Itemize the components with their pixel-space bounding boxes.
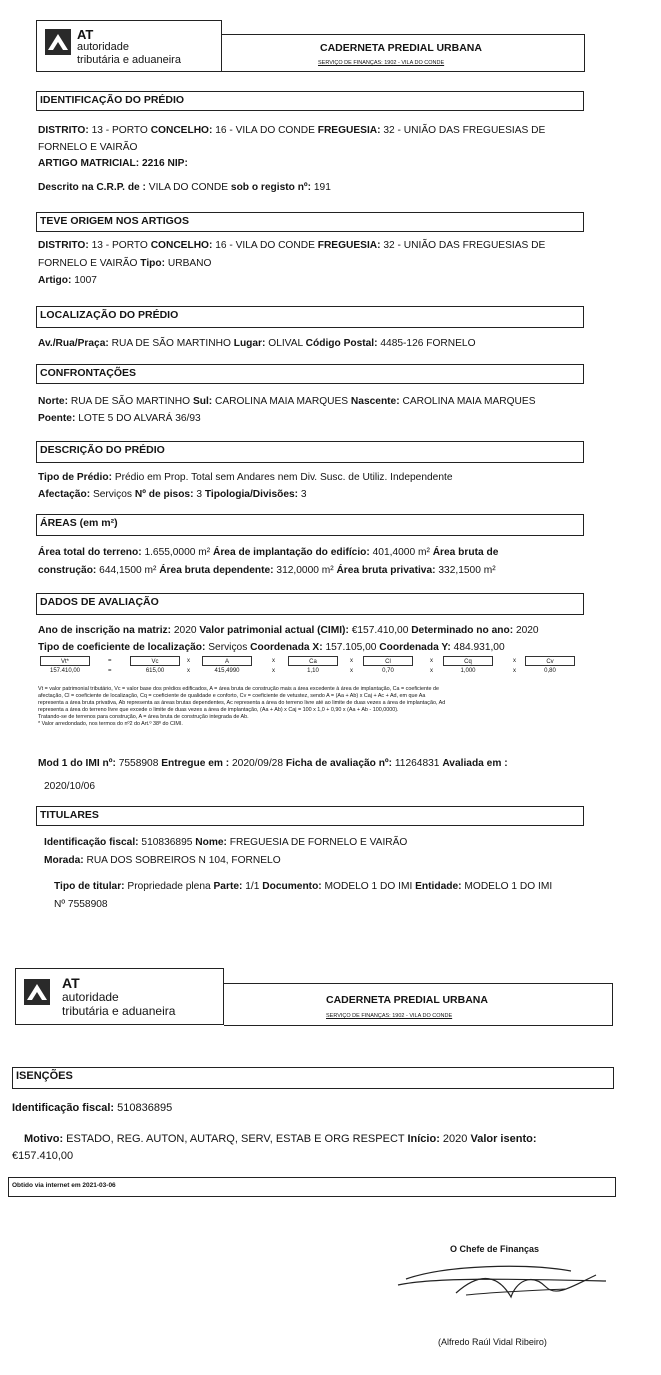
at-logo-icon-2 bbox=[24, 979, 50, 1005]
section-avaliacao: DADOS DE AVALIAÇÃO bbox=[36, 593, 584, 615]
logo-line2-2: tributária e aduaneira bbox=[62, 1004, 176, 1018]
formula-legend-2: afectação, Cl = coeficiente de localização, Cq = coeficiente de qualidade e conforto, Cv = coeficiente de vetustez, sendo A = (Aa + Ab) x Caj + Ac + Ad, em que Aa bbox=[38, 693, 426, 699]
formula-header-vc: Vc bbox=[130, 656, 180, 666]
at-logo-box bbox=[36, 20, 222, 72]
formula-op-x5: x bbox=[513, 658, 516, 664]
formula-value-ca: 1,10 bbox=[307, 668, 319, 674]
avaliacao-line2: Tipo de coeficiente de localização: Serviços Coordenada X: 157.105,00 Coordenada Y: 484.931,00 bbox=[38, 642, 505, 653]
section-isencoes: ISENÇÕES bbox=[12, 1067, 614, 1089]
formula-legend-3: representa a área bruta privativa, Ab representa as áreas brutas dependentes, Ac representa a área do terreno livre até ao limite de duas vezes a área de implantação, Ad bbox=[38, 700, 446, 706]
signature-icon bbox=[396, 1257, 616, 1307]
logo-at-2: AT bbox=[62, 975, 80, 991]
formula-value-cv: 0,80 bbox=[544, 668, 556, 674]
localizacao-line: Av./Rua/Praça: RUA DE SÃO MARTINHO Lugar: OLIVAL Código Postal: 4485-126 FORNELO bbox=[38, 338, 476, 349]
titulares-morada: Morada: RUA DOS SOBREIROS N 104, FORNELO bbox=[44, 855, 281, 866]
areas-line2: construção: 644,1500 m² Área bruta dependente: 312,0000 m² Área bruta privativa: 332,1500 m² bbox=[38, 565, 496, 576]
formula-header-cl: Cl bbox=[363, 656, 413, 666]
artigo-matricial: ARTIGO MATRICIAL: 2216 NIP: bbox=[38, 158, 188, 169]
at-logo-icon bbox=[45, 29, 71, 55]
obtido-line: Obtido via internet em 2021-03-06 bbox=[12, 1182, 116, 1189]
formula-value-a: 415,4990 bbox=[214, 668, 240, 674]
section-origem: TEVE ORIGEM NOS ARTIGOS bbox=[36, 212, 584, 232]
avaliada-date: 2020/10/06 bbox=[44, 781, 95, 792]
confrontacoes-line2: Poente: LOTE 5 DO ALVARÁ 36/93 bbox=[38, 413, 201, 424]
chefe-nome: (Alfredo Raúl Vidal Ribeiro) bbox=[438, 1337, 547, 1347]
chefe-financas: O Chefe de Finanças bbox=[450, 1244, 540, 1254]
formula-op-x4-val: x bbox=[430, 668, 433, 674]
titulares-tipo: Tipo de titular: Propriedade plena Parte: 1/1 Documento: MODELO 1 DO IMI Entidade: MODELO 1 DO IMI bbox=[54, 881, 553, 892]
origem-artigo: Artigo: 1007 bbox=[38, 275, 97, 286]
formula-header-vt: Vt* bbox=[40, 656, 90, 666]
avaliacao-line1: Ano de inscrição na matriz: 2020 Valor patrimonial actual (CIMI): €157.410,00 Determinado no ano: 2020 bbox=[38, 625, 539, 636]
mod-imi-line: Mod 1 do IMI nº: 7558908 Entregue em : 2020/09/28 Ficha de avaliação nº: 11264831 Avaliada em : bbox=[38, 758, 508, 769]
formula-op-x4: x bbox=[430, 658, 433, 664]
formula-header-a: A bbox=[202, 656, 252, 666]
formula-op-eq: = bbox=[108, 658, 112, 664]
formula-op-x5-val: x bbox=[513, 668, 516, 674]
section-descricao: DESCRIÇÃO DO PRÉDIO bbox=[36, 441, 584, 463]
section-confrontacoes: CONFRONTAÇÕES bbox=[36, 364, 584, 384]
section-areas: ÁREAS (em m²) bbox=[36, 514, 584, 536]
formula-op-eq-val: = bbox=[108, 668, 112, 674]
section-identificacao: IDENTIFICAÇÃO DO PRÉDIO bbox=[36, 91, 584, 111]
formula-value-vc: 615,00 bbox=[145, 668, 165, 674]
formula-op-x1-val: x bbox=[187, 668, 190, 674]
service-label: SERVIÇO DE FINANÇAS: 1902 - VILA DO CONDE bbox=[318, 60, 445, 66]
formula-op-x3: x bbox=[350, 658, 353, 664]
descricao-tipo: Tipo de Prédio: Prédio em Prop. Total sem Andares nem Div. Susc. de Utiliz. Independente bbox=[38, 472, 453, 483]
formula-legend-5: Tratando-se de terrenos para construção, A = área bruta de construção integrada de Ab. bbox=[38, 714, 249, 720]
titulares-entidade-numero: Nº 7558908 bbox=[54, 899, 108, 910]
formula-value-vt: 157.410,00 bbox=[49, 668, 81, 674]
isencoes-valor: €157.410,00 bbox=[12, 1150, 74, 1162]
formula-value-cq: 1,000 bbox=[460, 668, 476, 674]
isencoes-motivo: Motivo: ESTADO, REG. AUTON, AUTARQ, SERV, ESTAB E ORG RESPECT Início: 2020 Valor isento: bbox=[24, 1133, 537, 1145]
logo-line2: tributária e aduaneira bbox=[77, 54, 181, 66]
formula-legend-4: representa a área do terreno livre que excede o limite de duas vezes a área de implantação, (Aa + Ab) x Caj = 100 x 1,0 + 0,90 x (Aa + Ab - 100,0000). bbox=[38, 707, 399, 713]
formula-header-cv: Cv bbox=[525, 656, 575, 666]
titulares-nif-nome: Identificação fiscal: 510836895 Nome: FREGUESIA DE FORNELO E VAIRÃO bbox=[44, 837, 408, 848]
service-label-2: SERVIÇO DE FINANÇAS: 1902 - VILA DO CONDE bbox=[326, 1013, 453, 1019]
section-titulares: TITULARES bbox=[36, 806, 584, 826]
isencoes-nif: Identificação fiscal: 510836895 bbox=[12, 1102, 173, 1114]
identificacao-line1: DISTRITO: 13 - PORTO CONCELHO: 16 - VILA DO CONDE FREGUESIA: 32 - UNIÃO DAS FREGUESIAS DE bbox=[38, 125, 546, 136]
logo-at: AT bbox=[77, 27, 94, 42]
logo-line1: autoridade bbox=[77, 41, 129, 53]
origem-line1: DISTRITO: 13 - PORTO CONCELHO: 16 - VILA DO CONDE FREGUESIA: 32 - UNIÃO DAS FREGUESIAS DE bbox=[38, 240, 546, 251]
identificacao-line2: FORNELO E VAIRÃO bbox=[38, 142, 138, 153]
document-title: CADERNETA PREDIAL URBANA bbox=[320, 42, 482, 54]
at-logo-box-2 bbox=[15, 968, 224, 1025]
formula-legend-1: Vt = valor patrimonial tributário, Vc = valor base dos prédios edificados, A = área bruta de construção mais a área excedente à área de implantação, Ca = coeficiente de bbox=[38, 686, 439, 692]
formula-legend-6: * Valor arredondado, nos termos do nº2 do Art.º 38º do CIMI. bbox=[38, 721, 183, 727]
formula-op-x2-val: x bbox=[272, 668, 275, 674]
formula-header-ca: Ca bbox=[288, 656, 338, 666]
formula-header-cq: Cq bbox=[443, 656, 493, 666]
origem-line2: FORNELO E VAIRÃO Tipo: URBANO bbox=[38, 258, 212, 269]
areas-line1: Área total do terreno: 1.655,0000 m² Área de implantação do edifício: 401,4000 m² Área bruta de bbox=[38, 547, 499, 558]
document-title-2: CADERNETA PREDIAL URBANA bbox=[326, 994, 488, 1006]
confrontacoes-line1: Norte: RUA DE SÃO MARTINHO Sul: CAROLINA MAIA MARQUES Nascente: CAROLINA MAIA MARQUES bbox=[38, 396, 536, 407]
formula-op-x2: x bbox=[272, 658, 275, 664]
formula-value-cl: 0,70 bbox=[382, 668, 394, 674]
formula-op-x3-val: x bbox=[350, 668, 353, 674]
section-localizacao: LOCALIZAÇÃO DO PRÉDIO bbox=[36, 306, 584, 328]
logo-line1-2: autoridade bbox=[62, 990, 119, 1004]
formula-op-x1: x bbox=[187, 658, 190, 664]
crp-registo: Descrito na C.R.P. de : VILA DO CONDE sob o registo nº: 191 bbox=[38, 182, 331, 193]
descricao-afectacao: Afectação: Serviços Nº de pisos: 3 Tipologia/Divisões: 3 bbox=[38, 489, 307, 500]
